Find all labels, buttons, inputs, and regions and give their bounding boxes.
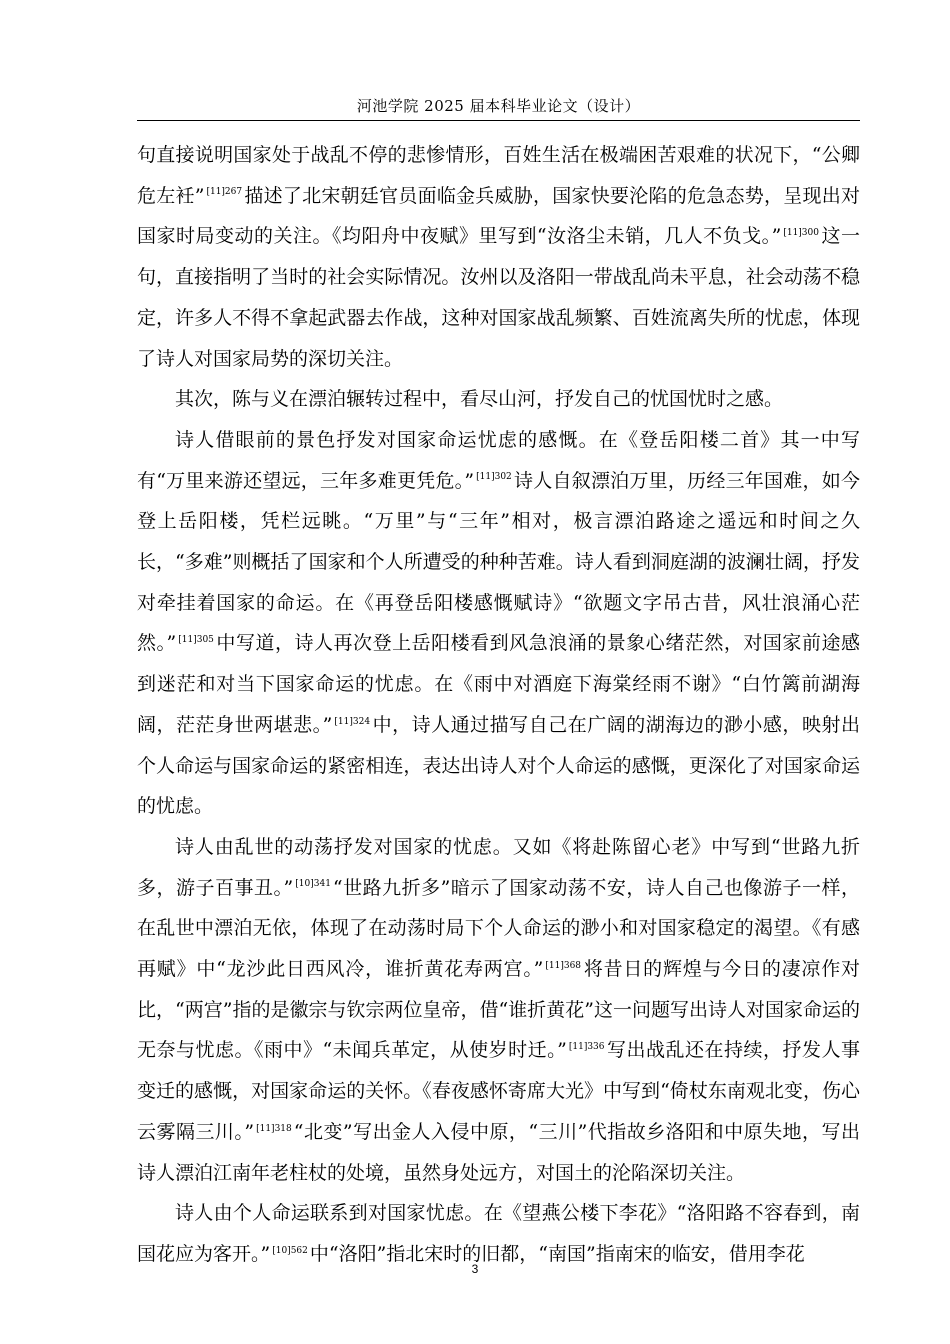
citation-marker: [11]302 bbox=[476, 472, 512, 483]
citation-marker: [11]368 bbox=[545, 960, 582, 971]
paragraph-text: 诗人自叙漂泊万里，历经三年国难，如今登上岳阳楼，凭栏远眺。“万里”与“三年”相对，极言漂泊路途之遥远和时间之久长，“多难”则概括了国家和个人所遭受的种种苦难。诗人看到洞庭湖的波澜壮阔，抒发对牵挂着国家的命运。在《再登岳阳楼感慨赋诗》“欲题文字吊古昔，风壮浪涌心茫然。” bbox=[137, 469, 860, 655]
paragraph-text: 中“洛阳”指北宋时的旧都，“南国”指南宋的临安，借用李花 bbox=[309, 1242, 805, 1265]
paragraph-text: “北变”写出金人入侵中原，“三川”代指故乡洛阳和中原失地，写出诗人漂泊江南年老柱杖的处境，虽然身处远方，对国土的沦陷深切关注。 bbox=[137, 1120, 860, 1184]
page-number: 3 bbox=[471, 1262, 479, 1276]
paragraph-text: 其次，陈与义在漂泊辗转过程中，看尽山河，抒发自己的忧国忧时之感。 bbox=[175, 388, 784, 411]
citation-marker: [11]305 bbox=[178, 635, 214, 646]
paragraph-text: 句直接说明国家处于战乱不停的悲惨情形，百姓生活在极端困苦艰难的状况下，“公卿危左衽” bbox=[137, 144, 860, 207]
body-paragraph bbox=[137, 379, 860, 420]
paragraph-text: 这一句，直接指明了当时的社会实际情况。汝州以及洛阳一带战乱尚未平息，社会动荡不稳定，许多人不得不拿起武器去作战，这种对国家战乱频繁、百姓流离失所的忧虑，体现了诗人对国家局势的深切关注。 bbox=[137, 225, 860, 370]
paragraph-text: 描述了北宋朝廷官员面临金兵威胁，国家快要沦陷的危急态势，呈现出对国家时局变动的关注。《均阳舟中夜赋》里写到“汝洛尘未销，几人不负戈。” bbox=[137, 184, 860, 248]
paragraph-text: “世路九折多”暗示了国家动荡不安，诗人自己也像游子一样，在乱世中漂泊无依，体现了在动荡时局下个人命运的渺小和对国家稳定的渴望。《有感再赋》中“龙沙此日西风冷，谁折黄花寿两宫。” bbox=[137, 876, 860, 981]
citation-marker: [11]267 bbox=[206, 187, 243, 198]
paragraph-text: 诗人借眼前的景色抒发对国家命运忧虑的感慨。在《登岳阳楼二首》其一中写有“万里来游还望远，三年多难更凭危。” bbox=[137, 428, 860, 492]
paragraph-text: 写出战乱还在持续，抒发人事变迁的感慨，对国家命运的关怀。《春夜感怀寄席大光》中写到“倚杖东南观北变，伤心云雾隔三川。” bbox=[137, 1039, 860, 1143]
paragraph-text: 中写道，诗人再次登上岳阳楼看到风急浪涌的景象心绪茫然，对国家前途感到迷茫和对当下国家命运的忧虑。在《雨中对酒庭下海棠经雨不谢》“白竹篱前湖海阔，茫茫身世两堪悲。” bbox=[137, 632, 860, 736]
citation-marker: [11]318 bbox=[256, 1123, 292, 1134]
citation-marker: [11]300 bbox=[783, 228, 819, 239]
paragraph-text: 诗人由个人命运联系到对国家忧虑。在《望燕公楼下李花》“洛阳路不容春到，南国花应为客开。” bbox=[137, 1202, 860, 1265]
paragraph-text: 将昔日的辉煌与今日的凄凉作对比，“两宫”指的是徽宗与钦宗两位皇帝，借“谁折黄花”这一问题写出诗人对国家命运的无奈与忧虑。《雨中》“未闻兵革定，从使岁时迁。” bbox=[137, 958, 860, 1062]
page-header: 河池学院 2025 届本科毕业论文（设计） bbox=[137, 96, 860, 121]
citation-marker: [10]341 bbox=[295, 879, 331, 890]
citation-marker: [11]336 bbox=[568, 1042, 605, 1053]
thesis-body bbox=[137, 135, 860, 1275]
body-paragraph bbox=[137, 827, 860, 1193]
citation-marker: [10]562 bbox=[272, 1245, 308, 1256]
body-paragraph bbox=[137, 135, 860, 379]
paragraph-text: 诗人由乱世的动荡抒发对国家的忧虑。又如《将赴陈留心老》中写到“世路九折多，游子百事丑。” bbox=[137, 835, 860, 899]
paragraph-text: 中，诗人通过描写自己在广阔的湖海边的渺小感，映射出个人命运与国家命运的紧密相连，表达出诗人对个人命运的感慨，更深化了对国家命运的忧虑。 bbox=[137, 713, 860, 818]
citation-marker: [11]324 bbox=[334, 716, 371, 727]
body-paragraph bbox=[137, 420, 860, 827]
